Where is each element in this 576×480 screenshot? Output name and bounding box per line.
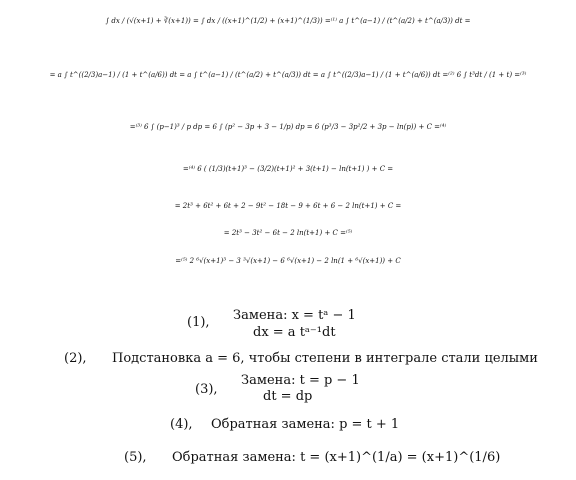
derivation-line-7: =⁽⁵⁾ 2 ⁶√(x+1)³ − 3 ³√(x+1) − 6 ⁶√(x+1) − 2 ln(1 + ⁶√(x+1)) + C: [175, 257, 401, 265]
note-1-label: (1),: [187, 315, 210, 330]
note-1-line-2: dx = a tᵃ⁻¹dt: [253, 325, 336, 340]
note-5-label: (5),: [124, 450, 147, 465]
note-3-label: (3),: [195, 382, 218, 397]
note-3-line-2: dt = dp: [263, 389, 313, 404]
note-5-text: Обратная замена: t = (x+1)^(1/a) = (x+1)^(1/6): [172, 450, 501, 465]
note-2-label: (2),: [64, 351, 87, 366]
derivation-line-4: =⁽⁴⁾ 6 ( (1/3)(t+1)³ − (3/2)(t+1)² + 3(t+1) − ln(t+1) ) + C =: [182, 165, 394, 173]
derivation-line-5: = 2t³ + 6t² + 6t + 2 − 9t² − 18t − 9 + 6t + 6 − 2 ln(t+1) + C =: [174, 202, 402, 210]
derivation-line-3: =⁽³⁾ 6 ∫ (p−1)³ / p dp = 6 ∫ (p² − 3p + 3 − 1/p) dp = 6 (p³/3 − 3p²/2 + 3p − ln(p)) + C =⁽⁴⁾: [129, 123, 447, 131]
derivation-line-6: = 2t³ − 3t² − 6t − 2 ln(t+1) + C =⁽⁵⁾: [223, 229, 353, 237]
note-4-label: (4),: [170, 417, 193, 432]
note-3-line-1: Замена: t = p − 1: [241, 373, 360, 388]
note-2-text: Подстановка a = 6, чтобы степени в интеграле стали целыми: [112, 351, 538, 366]
note-4-text: Обратная замена: p = t + 1: [211, 417, 400, 432]
derivation-line-2: = a ∫ t^((2/3)a−1) / (1 + t^(a/6)) dt = a ∫ t^(a−1) / (t^(a/2) + t^(a/3)) dt = a ∫ t^((2/3)a−1) / (1 + t^(a/6)) dt =⁽²⁾ 6 ∫ t³dt / (1 + t) =⁽³⁾: [49, 71, 527, 79]
note-1-line-1: Замена: x = tᵃ − 1: [233, 308, 356, 323]
derivation-line-1: ∫ dx / (√(x+1) + ∛(x+1)) = ∫ dx / ((x+1)^(1/2) + (x+1)^(1/3)) =⁽¹⁾ a ∫ t^(a−1) / (t^(a/2) + t^(a/3)) dt =: [105, 17, 471, 25]
